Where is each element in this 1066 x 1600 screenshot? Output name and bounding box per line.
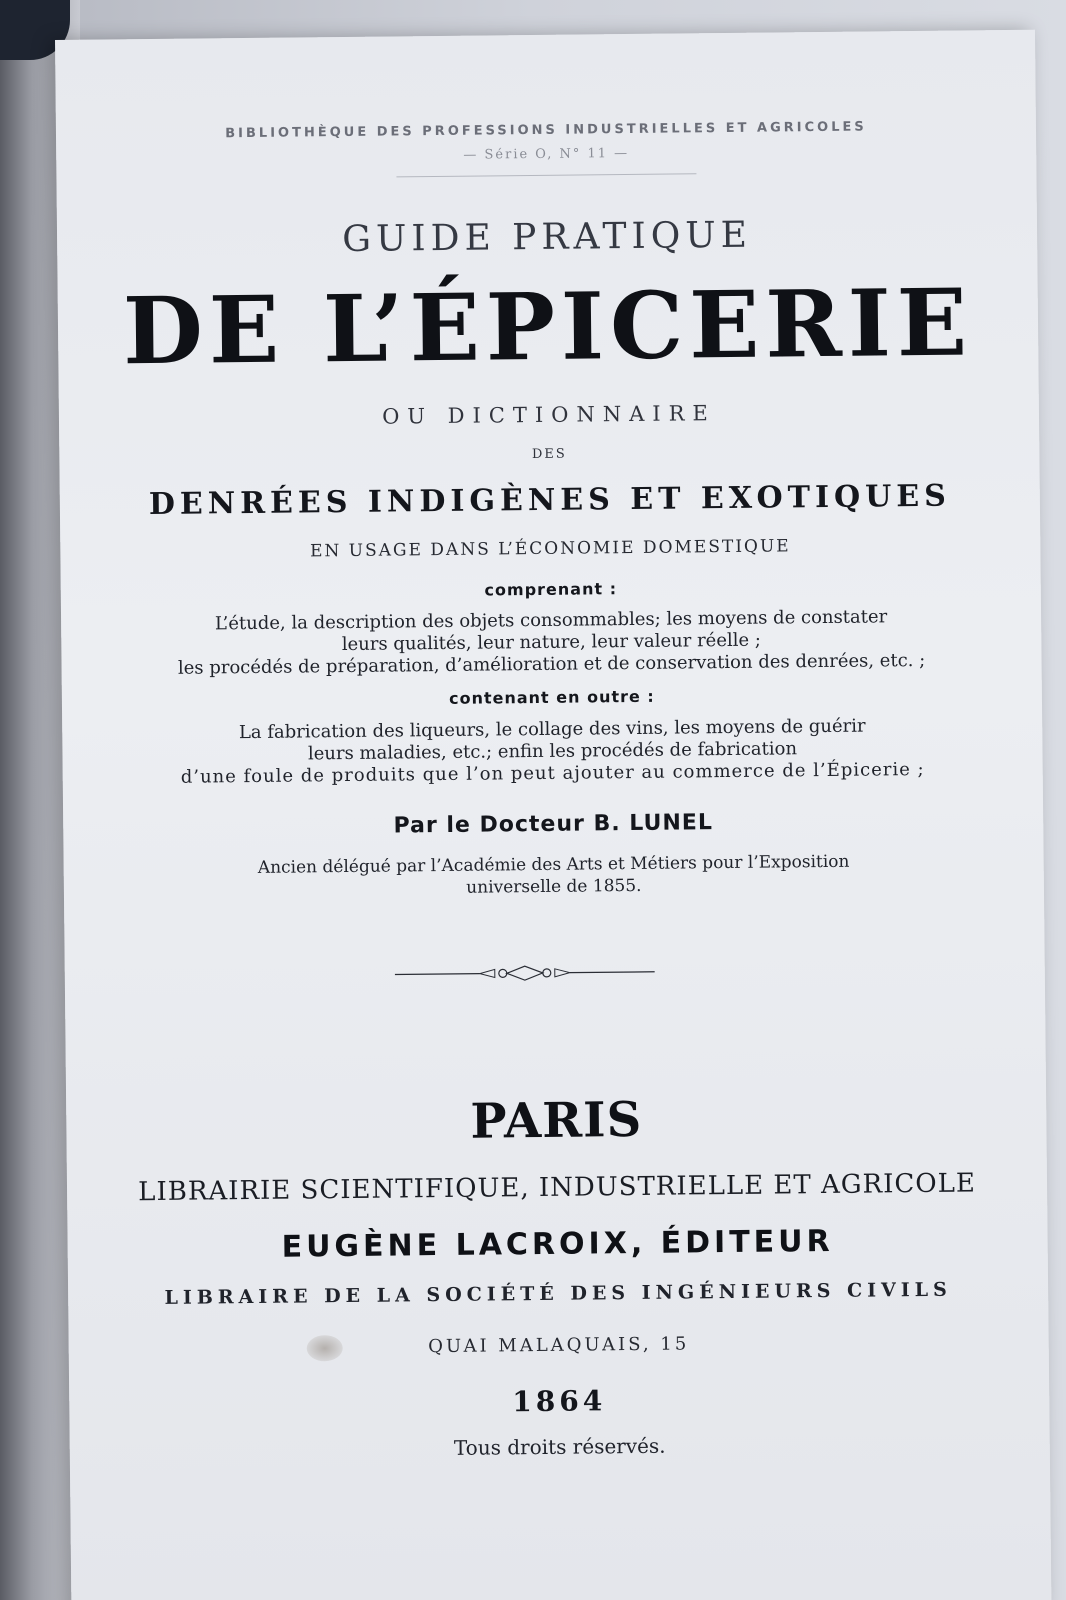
title-page-content	[55, 30, 1035, 1460]
author-credentials: Ancien délégué par l’Académie des Arts et Métiers pour l’Exposition	[257, 851, 850, 878]
imprint-librairie: LIBRAIRIE SCIENTIFIQUE, INDUSTRIELLE ET AGRICOLE	[138, 1168, 977, 1208]
ornament-divider	[395, 962, 655, 985]
contenant-label: contenant en outre :	[448, 686, 655, 708]
subtitle-des: DES	[531, 446, 567, 463]
description-line: La fabrication des liqueurs, le collage des vins, les moyens de guérir	[238, 715, 866, 744]
imprint-libraire: LIBRAIRE DE LA SOCIÉTÉ DES INGÉNIEURS CIVILS	[164, 1278, 952, 1309]
subtitle-ou-dictionnaire: OU DICTIONNAIRE	[381, 401, 716, 429]
author-line: Par le Docteur B. LUNEL	[393, 810, 714, 839]
author-credentials: universelle de 1855.	[466, 875, 642, 898]
description-line: leurs qualités, leur nature, leur valeur réelle ;	[341, 629, 761, 656]
imprint-publisher: EUGÈNE LACROIX, ÉDITEUR	[281, 1223, 834, 1265]
series-number: — Série O, N° 11 —	[463, 145, 630, 163]
imprint-year: 1864	[512, 1384, 607, 1419]
description-line: L’étude, la description des objets consommables; les moyens de constater	[214, 606, 888, 635]
description-line: d’une foule de produits que l’on peut ajouter au commerce de l’Épicerie ;	[180, 758, 925, 788]
guide-pratique-heading: GUIDE PRATIQUE	[342, 214, 753, 261]
imprint-address: QUAI MALAQUAIS, 15	[428, 1333, 690, 1358]
comprenant-label: comprenant :	[484, 579, 618, 600]
description-line: les procédés de préparation, d’amélioration et de conservation des denrées, etc. ;	[177, 649, 926, 679]
imprint-rights: Tous droits réservés.	[453, 1433, 666, 1460]
subtitle-usage: EN USAGE DANS L’ÉCONOMIE DOMESTIQUE	[309, 536, 791, 562]
description-line: leurs maladies, etc.; enfin les procédés de fabrication	[307, 738, 798, 765]
subtitle-denrees: DENRÉES INDIGÈNES ET EXOTIQUES	[148, 478, 952, 523]
imprint-city: PARIS	[470, 1091, 643, 1150]
title-page	[55, 30, 1051, 1600]
divider-rule	[396, 173, 696, 177]
main-title: DE L’ÉPICERIE	[122, 268, 974, 386]
series-line: BIBLIOTHÈQUE DES PROFESSIONS INDUSTRIELLES ET AGRICOLES	[225, 119, 867, 142]
